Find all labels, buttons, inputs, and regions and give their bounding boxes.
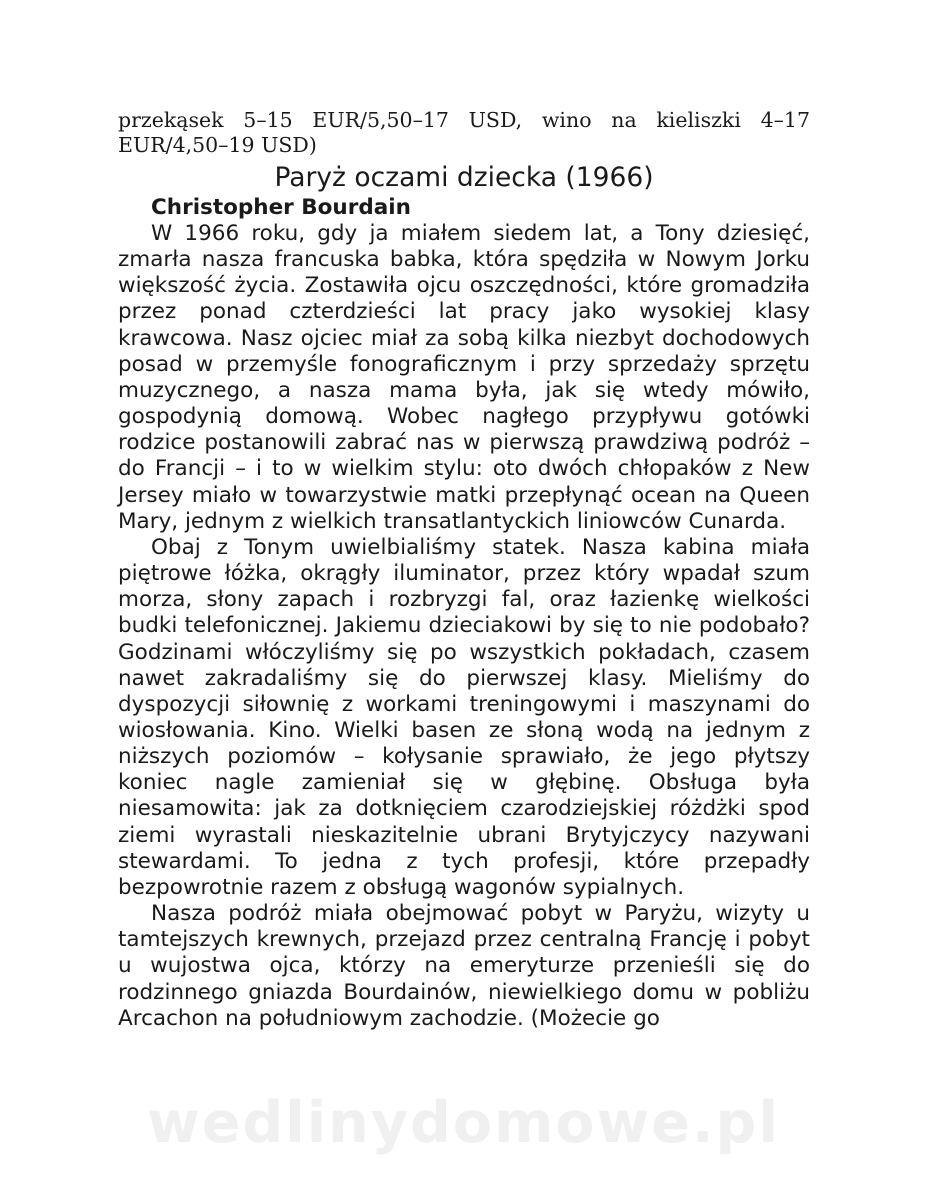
watermark: wedlinydomowe.pl [147, 1090, 780, 1156]
chapter-title: Paryż oczami dziecka (1966) [274, 162, 654, 193]
paragraph-1: W 1966 roku, gdy ja miałem siedem lat, a Tony dziesięć, zmarła nasza francuska babka, która spędziła w Nowym Jorku większość życia. Zostawiła ojcu oszczędności, które gromadziła przez ponad czterdzieści lat pracy jako wysokiej klasy krawcowa. Nasz ojciec miał za sobą kilka niezbyt dochodowych posad w przemyśle fonograficznym i przy sprzedaży sprzętu muzycznego, a nasza mama była, jak się wtedy mówiło, gospodynią domową. Wobec nagłego przypływu gotówki rodzice postanowili zabrać nas w pierwszą prawdziwą podróż – do Francji – i to w wielkim stylu: oto dwóch chłopaków z New Jersey miało w towarzystwie matki przepłynąć ocean na Queen Mary, jednym z wielkich transatlantyckich liniowców Cunarda. [118, 221, 810, 534]
author-name: Christopher Bourdain [151, 195, 411, 220]
paragraph-3: Nasza podróż miała obejmować pobyt w Paryżu, wizyty u tamtejszych krewnych, przejazd przez centralną Francję i pobyt u wujostwa ojca, którzy na emeryturze przenieśli się do rodzinnego gniazda Bourdainów, niewielkiego domu w pobliżu Arcachon na południowym zachodzie. (Możecie go [118, 901, 810, 1031]
continuation-text: przekąsek 5–15 EUR/5,50–17 USD, wino na kieliszki 4–17 EUR/4,50–19 USD) [118, 108, 810, 157]
page-content [118, 108, 810, 1032]
paragraph-2: Obaj z Tonym uwielbialiśmy statek. Nasza kabina miała piętrowe łóżka, okrągły iluminator, przez który wpadał szum morza, słony zapach i rozbryzgi fal, oraz łazienkę wielkości budki telefonicznej. Jakiemu dzieciakowi by się to nie podobało? Godzinami włóczyliśmy się po wszystkich pokładach, czasem nawet zakradaliśmy się do pierwszej klasy. Mieliśmy do dyspozycji siłownię z workami treningowymi i maszynami do wiosłowania. Kino. Wielki basen ze słoną wodą na jednym z niższych poziomów – kołysanie sprawiało, że jego płytszy koniec nagle zamieniał się w głębinę. Obsługa była niesamowita: jak za dotknięciem czarodziejskiej różdżki spod ziemi wyrastali nieskazitelnie ubrani Brytyjczycy nazywani stewardami. To jedna z tych profesji, które przepadły bezpowrotnie razem z obsługą wagonów sypialnych. [118, 534, 810, 900]
